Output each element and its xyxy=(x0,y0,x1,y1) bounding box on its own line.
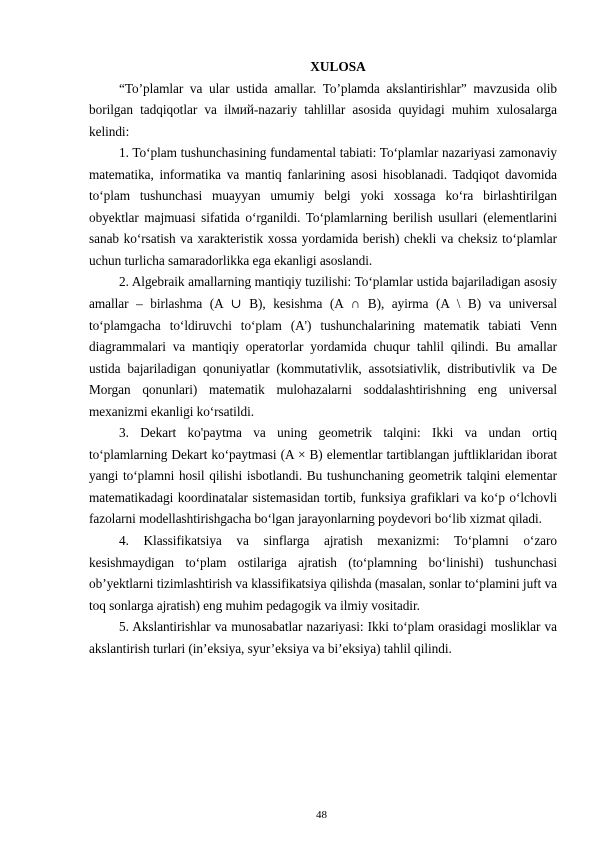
paragraph-1: 1. To‘plam tushunchasining fundamental tabiati: To‘plamlar nazariyasi zamonaviy matematika, informatika va mantiq fanlarining asosi hisoblanadi. Tadqiqot davomida to‘plam tushunchasi muayyan umumiy belgi yoki xossaga ko‘ra birlashtirilgan obyektlar majmuasi sifatida o‘rganildi. To‘plamlarning berilish usullari (elementlarini sanab ko‘rsatish va xarakteristik xossa yordamida berish) chekli va cheksiz to‘plamlar uchun turlicha samaradorlikka ega ekanligi asoslandi. xyxy=(89,145,557,268)
document-page xyxy=(89,56,557,659)
paragraph-4: 4. Klassifikatsiya va sinflarga ajratish mexanizmi: To‘plamni o‘zaro kesishmaydigan to‘plam ostilariga ajratish (to‘plamning bo‘linishi) tushunchasi ob’yektlarni tizimlashtirish va klassifikatsiya qilishda (masalan, sonlar to‘plamini juft va toq sonlarga ajratish) eng muhim pedagogik va ilmiy vositadir. xyxy=(89,532,557,613)
paragraph-2: 2. Algebraik amallarning mantiqiy tuzilishi: To‘plamlar ustida bajariladigan asosiy amallar – birlashma (A ∪ B), kesishma (A ∩ B), ayirma (A \ B) va universal to‘plamgacha to‘ldiruvchi to‘plam (A') tushunchalarining matematik tabiati Venn diagrammalari va mantiqiy operatorlar yordamida chuqur tahlil qilindi. Bu amallar ustida bajariladigan qonuniyatlar (kommutativlik, assotsiativlik, distributivlik va De Morgan qonunlari) matematik mulohazalarni soddalashtirishning eng universal mexanizmi ekanligi ko‘rsatildi. xyxy=(89,274,557,419)
paragraph-5: 5. Akslantirishlar va munosabatlar nazariyasi: Ikki to‘plam orasidagi mosliklar va akslantirish turlari (in’eksiya, syur’eksiya va bi’eksiya) tahlil qilindi. xyxy=(89,619,557,656)
paragraph-3: 3. Dekart ko'paytma va uning geometrik talqini: Ikki va undan ortiq to‘plamlarning Dekart ko‘paytmasi (A × B) elementlar tartiblangan juftliklaridan iborat yangi to‘plamni hosil qilishi isbotlandi. Bu tushunchaning geometrik talqini elementar matematikadagi koordinatalar sistemasidan tortib, funksiya grafiklari va ko‘p o‘lchovli fazolarni modellashtirishgacha bo‘lgan jarayonlarning poydevori bo‘lib xizmat qiladi. xyxy=(89,425,557,527)
page-number: 48 xyxy=(316,809,327,821)
document-title: XULOSA xyxy=(310,59,366,74)
paragraph-intro: “To’plamlar va ular ustida amallar. To’plamda akslantirishlar” mavzusida olib borilgan tadqiqotlar va ilмий-nazariy tahlillar asosida quyidagi muhim xulosalarga kelindi: xyxy=(89,80,557,139)
